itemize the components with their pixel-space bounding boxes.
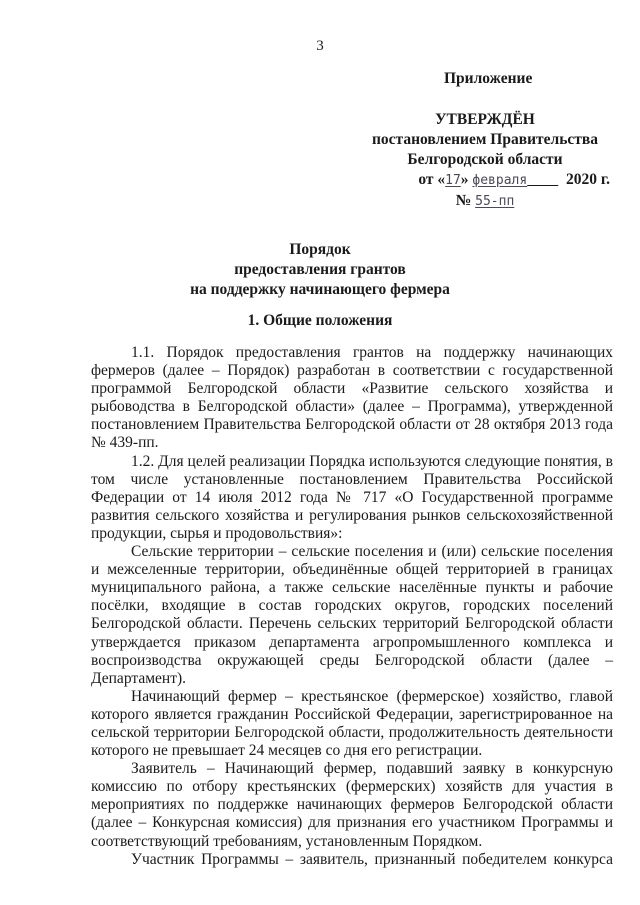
handwritten-day: 17 [445, 173, 461, 188]
handwritten-number: 55-пп [475, 194, 515, 209]
title-line-2: предоставления грантов [234, 261, 406, 278]
body-text [91, 344, 613, 869]
paragraph: 1.1. Порядок предоставления грантов на поддержку начинающих фермеров (далее – Порядок) разработан в соответствии с государственной программой Белгородской области «Развитие сельского хозяйства и рыбоводства в Белгородской области» (далее – Программа), утвержденной постановлением Правительства Белгородской области от 28 октября 2013 года № 439-пп. [91, 344, 613, 452]
handwritten-month: февраля [472, 173, 528, 188]
title-line-1: Порядок [289, 241, 351, 258]
document-title [0, 240, 640, 300]
approved-label: УТВЕРЖДЁН [435, 111, 535, 128]
appendix-label: Приложение [444, 70, 533, 87]
section-heading: 1. Общие положения [247, 312, 393, 329]
title-line-3: на поддержку начинающего фермера [190, 281, 450, 298]
paragraph: Участник Программы – заявитель, признанный победителем конкурса [131, 850, 613, 868]
paragraph: Сельские территории – сельские поселения и (или) сельские поселения и межселенные территории, объединённые общей территорией в границах муниципального района, а также сельские населённые пункты и рабочие посёлки, входящие в состав городских округов, городских поселений Белгородской области. Перечень сельских территорий Белгородской области утверждается приказом департамента агропромышленного комплекса и воспроизводства окружающей среды Белгородской области (далее – Департамент). [91, 543, 613, 687]
date-row: от «17» февраля 2020 г. [418, 171, 610, 188]
paragraph: 1.2. Для целей реализации Порядка используются следующие понятия, в том числе установленные постановлением Правительства Российской Федерации от 14 июля 2012 года № 717 «О Государственной программе развития сельского хозяйства и регулирования рынков сельскохозяйственной продукции, сырья и продовольствия»: [91, 452, 613, 542]
paragraph: Начинающий фермер – крестьянское (фермерское) хозяйство, главой которого является гражданин Российской Федерации, зарегистрированное на сельской территории Белгородской области, продолжительность деятельности которого не превышает 24 месяцев со дня его регистрации. [91, 687, 613, 760]
resolution-line: постановлением Правительства [371, 131, 599, 148]
number-row: № 55-пп [455, 192, 515, 209]
paragraph: Заявитель – Начинающий фермер, подавший заявку в конкурсную комиссию по отбору крестьянских (фермерских) хозяйств для участия в мероприятиях по поддержке начинающих фермеров Белгородской области (далее – Конкурсная комиссия) для признания его участником Программы и соответствующий требованиям, установленным Порядком. [91, 760, 613, 850]
page-number: 3 [316, 38, 324, 54]
region-line: Белгородской области [407, 151, 563, 168]
approval-block [360, 110, 610, 212]
